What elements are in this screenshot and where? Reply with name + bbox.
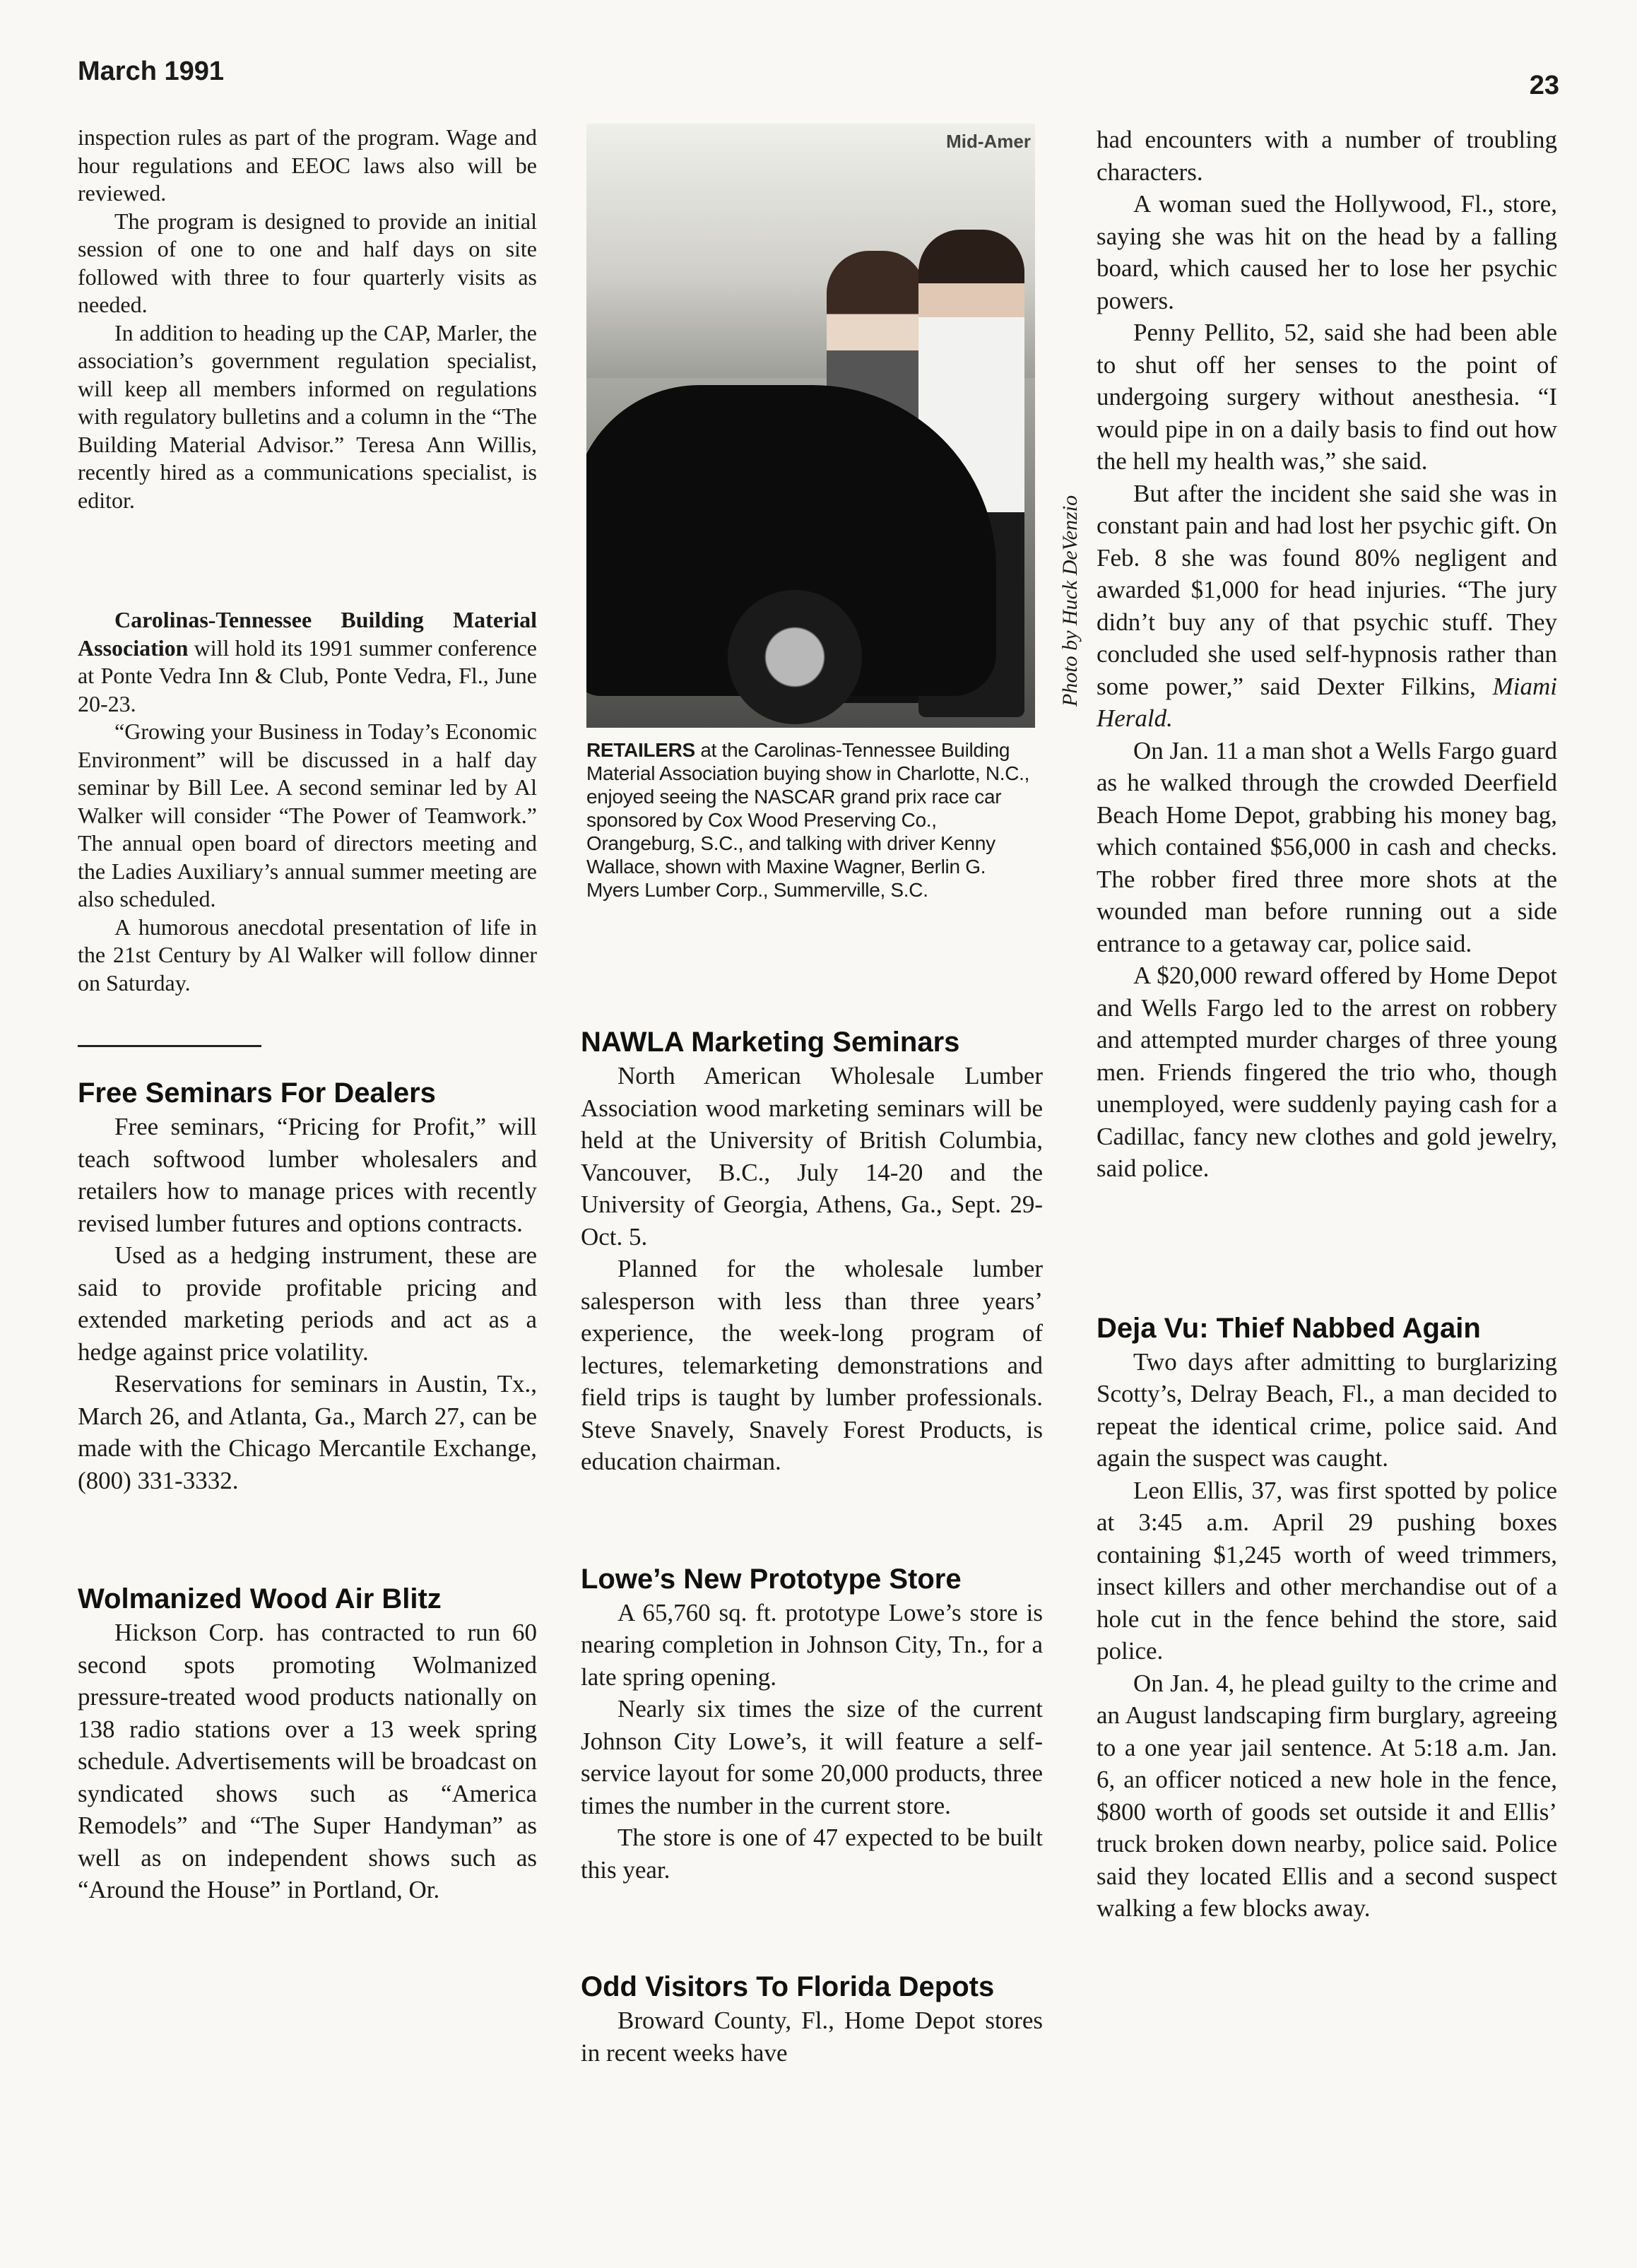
article-paragraph: had encounters with a number of troubling characters. (1097, 126, 1557, 186)
article-paragraph: Reservations for seminars in Austin, Tx., March 26, and Atlanta, Ga., March 27, can be made with the Chicago Mercantile Exchange, (800) 331-3332. (78, 1370, 537, 1494)
article-paragraph: Free seminars, “Pricing for Profit,” will teach softwood lumber wholesalers and retailers how to manage prices with recently revised lumber futures and options contracts. (78, 1113, 537, 1237)
article-paragraph: Nearly six times the size of the current Johnson City Lowe’s, it will feature a self-service layout for some 20,000 products, three times the number in the current store. (581, 1695, 1043, 1819)
race-car-photo (586, 124, 1035, 728)
article-paragraph: inspection rules as part of the program. Wage and hour regulations and EEOC laws also will be reviewed. (78, 124, 537, 206)
section-heading: Wolmanized Wood Air Blitz (78, 1583, 442, 1614)
column-3 (1097, 124, 1557, 1925)
source-name: Miami Herald. (1097, 672, 1558, 732)
article-paragraph: Leon Ellis, 37, was first spotted by police at 3:45 a.m. April 29 pushing boxes containing $1,245 worth of weed trimmers, insect killers and other merchandise out of a hole cut in the fence behind the store, said police. (1097, 1476, 1557, 1665)
section-heading: Deja Vu: Thief Nabbed Again (1097, 1312, 1481, 1344)
caption-text: at the Carolinas-Tennessee Building Material Association buying show in Charlotte, N.C., enjoyed seeing the NASCAR grand prix race car sponsored by Cox Wood Preserving Co., Orangeburg, S.C., and talking with driver Kenny Wallace, shown with Maxine Wagner, Berlin G. Myers Lumber Corp., Summerville, S.C. (586, 739, 1030, 901)
section-heading: Lowe’s New Prototype Store (581, 1563, 962, 1595)
article-paragraph: Planned for the wholesale lumber salesperson with less than three years’ experience, the week-long program of lectures, telemarketing demonstrations and field trips is taught by lumber professionals. Steve Snavely, Snavely Forest Products, is education chairman. (581, 1255, 1043, 1475)
article-paragraph: Used as a hedging instrument, these are said to provide profitable pricing and extended marketing periods and act as a hedge against price volatility. (78, 1241, 537, 1366)
article-paragraph: On Jan. 4, he plead guilty to the crime and an August landscaping firm burglary, agreeing to a one year jail sentence. At 5:18 a.m. Jan. 6, an officer noticed a new hole in the fence, $800 worth of goods set outside it and Ellis’ truck broken down nearby, police said. Police said they located Ellis and a second suspect walking a few blocks away. (1097, 1669, 1557, 1922)
ctbma-rest: will hold its 1991 summer conference at Ponte Vedra Inn & Club, Ponte Vedra, Fl., June 20-23. (78, 634, 537, 716)
section-heading: Odd Visitors To Florida Depots (581, 1971, 995, 2002)
booth-sign: Mid-Amer (946, 131, 1031, 152)
photo-wheel (728, 590, 862, 724)
paragraph-text: But after the incident she said she was in constant pain and had lost her psychic gift. On Feb. 8 she was found 80% negligent and awarded $1,000 for head injuries. “The jury didn’t buy any of that psychic stuff. They concluded she used self-hypnosis rather than some power,” said Dexter Filkins, (1097, 479, 1557, 700)
column-1 (78, 124, 537, 1906)
article-paragraph: A $20,000 reward offered by Home Depot and Wells Fargo led to the arrest on robbery and attempted murder charges of three young men. Friends fingered the trio who, though unemployed, were suddenly paying cash for a Cadillac, fancy new clothes and gold jewelry, said police. (1097, 962, 1557, 1182)
column-2 (581, 1024, 1043, 2069)
article-paragraph (1097, 478, 1557, 735)
article-paragraph: “Growing your Business in Today’s Economic Environment” will be discussed in a half day seminar by Bill Lee. A second seminar led by Al Walker will consider “The Power of Teamwork.” The annual open board of directors meeting and the Ladies Auxiliary’s annual summer meeting are also scheduled. (78, 719, 537, 911)
photo-caption (586, 738, 1039, 902)
article-paragraph: In addition to heading up the CAP, Marler, the association’s government regulation specialist, will keep all members informed on regulations with regulatory bulletins and a column in the “The Building Material Advisor.” Teresa Ann Willis, recently hired as a communications specialist, is editor. (78, 319, 537, 513)
caption-lead: RETAILERS (586, 739, 695, 761)
ctbma-paragraph (78, 606, 537, 718)
article-paragraph: The program is designed to provide an initial session of one to one and half days on site followed with three to four quarterly visits as needed. (78, 208, 537, 317)
article-paragraph: Two days after admitting to burglarizing Scotty’s, Delray Beach, Fl., a man decided to repeat the identical crime, police said. And again the suspect was caught. (1097, 1347, 1557, 1472)
article-paragraph: On Jan. 11 a man shot a Wells Fargo guard as he walked through the crowded Deerfield Beach Home Depot, grabbing his money bag, which contained $56,000 in cash and checks. The robber fired three more shots at the wounded man before running out a side entrance to a getaway car, police said. (1097, 736, 1557, 957)
page-number: 23 (1529, 71, 1559, 100)
article-paragraph: Hickson Corp. has contracted to run 60 second spots promoting Wolmanized pressure-treated wood products nationally on 138 radio stations over a 13 week spring schedule. Advertisements will be broadcast on syndicated shows such as “America Remodels” and “The Super Handyman” as well as on independent shows such as “Around the House” in Portland, Or. (78, 1619, 537, 1903)
article-paragraph: A 65,760 sq. ft. prototype Lowe’s store is nearing completion in Johnson City, Tn., for a late spring opening. (581, 1598, 1043, 1691)
article-paragraph: A woman sued the Hollywood, Fl., store, saying she was hit on the head by a falling board, which caused her to lose her psychic powers. (1097, 190, 1557, 314)
issue-date: March 1991 (78, 57, 225, 86)
article-paragraph: The store is one of 47 expected to be built this year. (581, 1824, 1043, 1884)
ctbma-lead: Carolinas-Tennessee Building Material Association (78, 607, 537, 661)
section-heading: Free Seminars For Dealers (78, 1077, 436, 1109)
article-paragraph: North American Wholesale Lumber Association wood marketing seminars will be held at the University of British Columbia, Vancouver, B.C., July 14-20 and the University of Georgia, Athens, Ga., Sept. 29-Oct. 5. (581, 1062, 1043, 1251)
page-header (78, 57, 1559, 99)
article-paragraph: Penny Pellito, 52, said she had been able to shut off her senses to the point of undergoing surgery without anesthesia. “I would pipe in on a daily basis to find out how the hell my health was,” she said. (1097, 319, 1557, 475)
article-paragraph: Broward County, Fl., Home Depot stores in recent weeks have (581, 2007, 1043, 2067)
section-heading: NAWLA Marketing Seminars (581, 1027, 960, 1058)
article-paragraph: A humorous anecdotal presentation of life in the 21st Century by Al Walker will follow dinner on Saturday. (78, 914, 537, 996)
